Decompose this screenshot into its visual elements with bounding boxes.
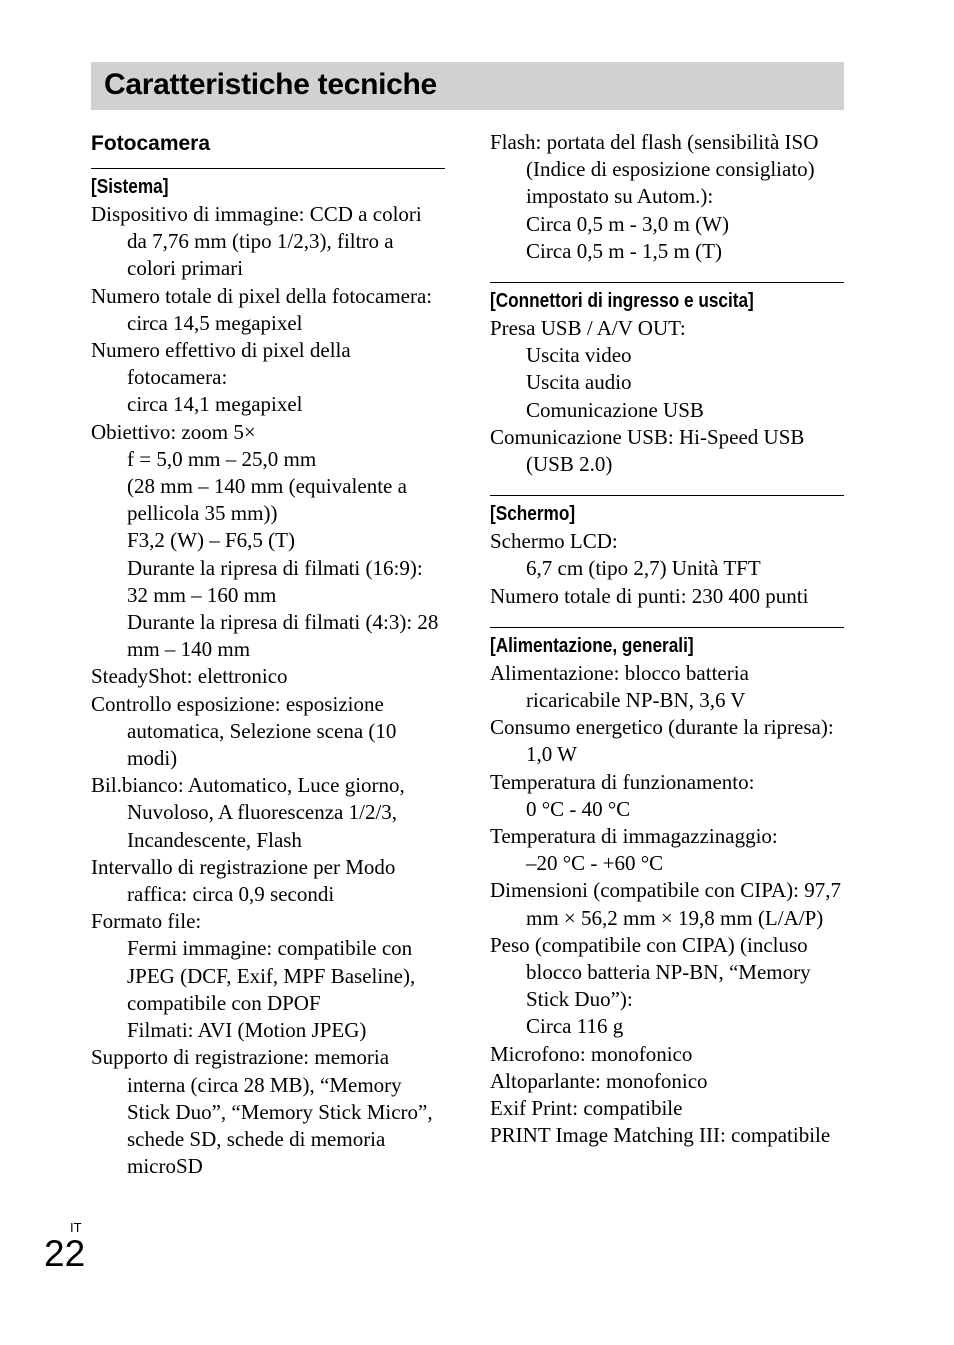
spec-subline: Durante la ripresa di filmati (4:3): 28 mm – 140 mm bbox=[127, 610, 439, 662]
spec-item: Obiettivo: zoom 5× bbox=[91, 419, 256, 444]
right-column bbox=[490, 129, 844, 1150]
spec-subline: Fermi immagine: compatibile con JPEG (DCF, Exif, MPF Baseline), compatibile con DPOF bbox=[127, 936, 416, 1015]
left-column bbox=[91, 128, 445, 1180]
spec-subline: Circa 0,5 m - 1,5 m (T) bbox=[526, 238, 722, 263]
section-schermo bbox=[490, 495, 844, 610]
spec-subline: Circa 116 g bbox=[526, 1014, 624, 1039]
spec-item: Intervallo di registrazione per Modo raffica: circa 0,9 secondi bbox=[91, 854, 396, 907]
page-number: 22 bbox=[44, 1233, 86, 1274]
spec-item: Bil.bianco: Automatico, Luce giorno, Nuvoloso, A fluorescenza 1/2/3, Incandescente, Flash bbox=[91, 773, 405, 852]
spec-item: Controllo esposizione: esposizione automatica, Selezione scena (10 modi) bbox=[91, 691, 397, 771]
spec-item: Microfono: monofonico bbox=[490, 1041, 693, 1066]
spec-subline: f = 5,0 mm – 25,0 mm bbox=[127, 446, 317, 471]
spec-item: Supporto di registrazione: memoria interna (circa 28 MB), “Memory Stick Duo”, “Memory Stick Micro”, schede SD, schede di memoria microSD bbox=[91, 1045, 433, 1179]
section-title: [Alimentazione, generali] bbox=[490, 634, 694, 657]
spec-item: Numero totale di punti: 230 400 punti bbox=[490, 583, 809, 608]
spec-item: Formato file: bbox=[91, 909, 202, 934]
spec-subline: Uscita video bbox=[526, 343, 632, 368]
spec-subline: circa 14,1 megapixel bbox=[127, 392, 303, 417]
spec-list-flash bbox=[490, 129, 844, 265]
spec-item: Exif Print: compatibile bbox=[490, 1096, 683, 1121]
spec-subline: Comunicazione USB bbox=[526, 397, 704, 422]
spec-subline: Uscita audio bbox=[526, 370, 632, 395]
spec-item: Altoparlante: monofonico bbox=[490, 1068, 708, 1093]
spec-item: Dispositivo di immagine: CCD a colori da 7,76 mm (tipo 1/2,3), filtro a colori primari bbox=[91, 202, 422, 281]
section-connettori bbox=[490, 282, 844, 478]
spec-subline: F3,2 (W) – F6,5 (T) bbox=[127, 528, 295, 553]
spec-subline: 6,7 cm (tipo 2,7) Unità TFT bbox=[526, 556, 761, 581]
spec-item: Comunicazione USB: Hi-Speed USB (USB 2.0) bbox=[490, 424, 805, 477]
spec-item: SteadyShot: elettronico bbox=[91, 664, 288, 689]
language-code: IT bbox=[70, 1220, 82, 1235]
spec-subline: 0 °C - 40 °C bbox=[526, 796, 631, 821]
spec-subline: –20 °C - +60 °C bbox=[526, 851, 664, 876]
subheading-fotocamera: Fotocamera bbox=[91, 132, 211, 155]
section-title: [Schermo] bbox=[490, 503, 576, 526]
section-title: [Connettori di ingresso e uscita] bbox=[490, 290, 754, 313]
spec-item: Numero totale di pixel della fotocamera: bbox=[91, 283, 433, 308]
spec-item: Alimentazione: blocco batteria ricaricabile NP-BN, 3,6 V bbox=[490, 660, 749, 713]
spec-item: Dimensioni (compatibile con CIPA): 97,7 mm × 56,2 mm × 19,8 mm (L/A/P) bbox=[490, 878, 841, 930]
spec-list bbox=[91, 201, 445, 1180]
spec-item: Peso (compatibile con CIPA) (incluso blocco batteria NP-BN, “Memory Stick Duo”): bbox=[490, 932, 811, 1012]
spec-item: Flash: portata del flash (sensibilità ISO (Indice di esposizione consigliato) impostato su Autom.): bbox=[490, 130, 819, 209]
title-bar bbox=[91, 62, 844, 110]
section-sistema bbox=[91, 168, 445, 1180]
spec-item: PRINT Image Matching III: compatibile bbox=[490, 1123, 831, 1148]
spec-item: Temperatura di immagazzinaggio: bbox=[490, 824, 778, 849]
page-title: Caratteristiche tecniche bbox=[104, 68, 437, 101]
spec-list bbox=[490, 315, 844, 478]
spec-subline: (28 mm – 140 mm (equivalente a pellicola 35 mm)) bbox=[127, 474, 407, 526]
section-alimentazione bbox=[490, 627, 844, 1150]
spec-subline: circa 14,5 megapixel bbox=[127, 310, 303, 335]
spec-subline: Filmati: AVI (Motion JPEG) bbox=[127, 1018, 367, 1043]
section-title: [Sistema] bbox=[91, 176, 169, 198]
spec-item: Consumo energetico (durante la ripresa): 1,0 W bbox=[490, 715, 834, 767]
spec-subline: Durante la ripresa di filmati (16:9): 32 mm – 160 mm bbox=[127, 555, 423, 607]
spec-item: Temperatura di funzionamento: bbox=[490, 769, 755, 794]
spec-item: Presa USB / A/V OUT: bbox=[490, 316, 686, 341]
spec-item: Numero effettivo di pixel della fotocamera: bbox=[91, 338, 351, 390]
spec-list bbox=[490, 528, 844, 610]
spec-list bbox=[490, 660, 844, 1150]
spec-subline: Circa 0,5 m - 3,0 m (W) bbox=[526, 211, 729, 236]
spec-item: Schermo LCD: bbox=[490, 529, 618, 554]
